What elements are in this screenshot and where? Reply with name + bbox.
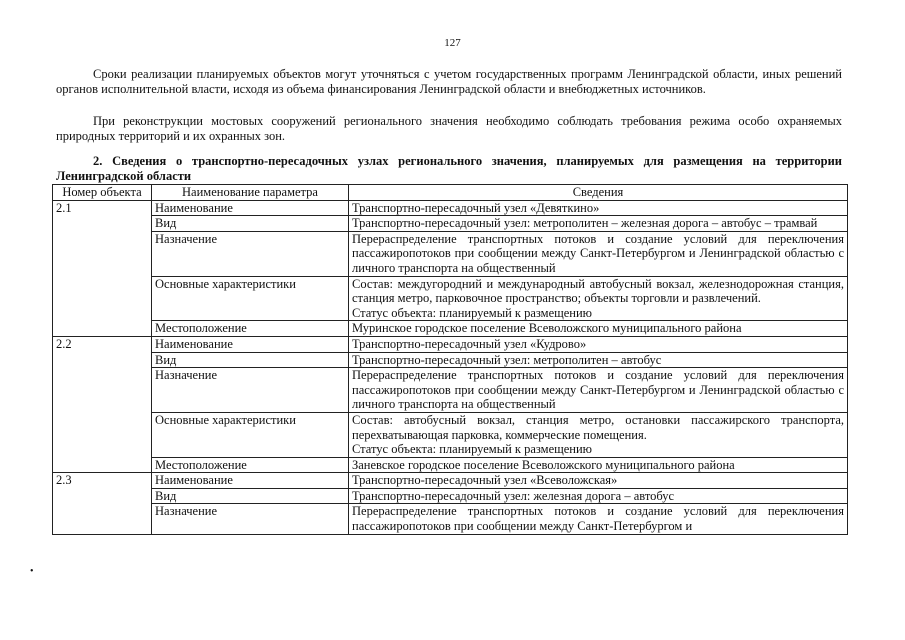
value-line: Муринское городское поселение Всеволожского муниципального района	[352, 321, 742, 336]
parameter-value	[349, 457, 848, 473]
value-line: Состав: междугородний и международный автобусный вокзал, железнодорожная станция, станция метро, парковочное пространство; объекты торговли и развлечений.	[352, 276, 844, 306]
parameter-value	[349, 504, 848, 534]
header-details: Сведения	[349, 185, 848, 201]
object-number: 2.1	[53, 200, 152, 336]
value-line: Перераспределение транспортных потоков и создание условий для переключения пассажиропотоков при сообщении между Санкт-Петербургом и Ленинградской областью с личного транспорта на общественный	[352, 231, 844, 275]
parameter-name: Вид	[152, 216, 349, 232]
parameter-name: Наименование	[152, 473, 349, 489]
header-parameter-name: Наименование параметра	[152, 185, 349, 201]
table-row	[53, 231, 848, 276]
table-row	[53, 321, 848, 337]
parameter-value	[349, 200, 848, 216]
parameter-value	[349, 231, 848, 276]
parameter-name: Местоположение	[152, 457, 349, 473]
table-row	[53, 412, 848, 457]
value-line: Транспортно-пересадочный узел «Всеволожская»	[352, 473, 618, 488]
table-header-row	[53, 185, 848, 201]
value-line: Состав: автобусный вокзал, станция метро, остановки пассажирского транспорта, перехватывающая парковка, коммерческие помещения.	[352, 412, 844, 442]
table-row	[53, 276, 848, 321]
parameter-value	[349, 276, 848, 321]
parameter-name: Назначение	[152, 231, 349, 276]
parameter-name: Основные характеристики	[152, 276, 349, 321]
parameter-value	[349, 336, 848, 352]
value-line: Транспортно-пересадочный узел: железная дорога – автобус	[352, 488, 675, 503]
table-row	[53, 473, 848, 489]
table-row	[53, 368, 848, 413]
table-row	[53, 504, 848, 534]
header-object-number: Номер объекта	[53, 185, 152, 201]
value-line: Заневское городское поселение Всеволожского муниципального района	[352, 457, 735, 472]
parameter-name: Основные характеристики	[152, 412, 349, 457]
value-line: Статус объекта: планируемый к размещению	[352, 305, 593, 320]
parameter-name: Наименование	[152, 336, 349, 352]
parameter-name: Наименование	[152, 200, 349, 216]
table-row	[53, 216, 848, 232]
value-line: Статус объекта: планируемый к размещению	[352, 442, 593, 457]
transport-hubs-table	[52, 184, 848, 535]
margin-mark: •	[30, 566, 34, 577]
paragraph-deadlines: Сроки реализации планируемых объектов могут уточняться с учетом государственных программ Ленинградской области, иных решений органов исполнительной власти, исходя из объема финансирования Ленинградской области и внебюджетных источников.	[56, 67, 842, 96]
parameter-name: Местоположение	[152, 321, 349, 337]
table-row	[53, 200, 848, 216]
object-number: 2.2	[53, 336, 152, 472]
page-number: 127	[444, 37, 461, 49]
parameter-value	[349, 321, 848, 337]
value-line: Транспортно-пересадочный узел: метрополитен – автобус	[352, 352, 662, 367]
value-line: Транспортно-пересадочный узел «Девяткино»	[352, 200, 600, 215]
parameter-value	[349, 488, 848, 504]
value-line: Транспортно-пересадочный узел: метрополитен – железная дорога – автобус – трамвай	[352, 216, 818, 231]
value-line: Транспортно-пересадочный узел «Кудрово»	[352, 336, 587, 351]
paragraph-bridges: При реконструкции мостовых сооружений регионального значения необходимо соблюдать требования режима особо охраняемых природных территорий и их охранных зон.	[56, 114, 842, 143]
section-heading: 2. Сведения о транспортно-пересадочных узлах регионального значения, планируемых для размещения на территории Ленинградской области	[56, 154, 842, 183]
parameter-name: Вид	[152, 488, 349, 504]
parameter-value	[349, 368, 848, 413]
table-row	[53, 457, 848, 473]
table-row	[53, 352, 848, 368]
parameter-value	[349, 352, 848, 368]
parameter-name: Назначение	[152, 368, 349, 413]
table-row	[53, 336, 848, 352]
value-line: Перераспределение транспортных потоков и создание условий для переключения пассажиропотоков при сообщении между Санкт-Петербургом и	[352, 504, 844, 534]
parameter-value	[349, 473, 848, 489]
parameter-value	[349, 412, 848, 457]
value-line: Перераспределение транспортных потоков и создание условий для переключения пассажиропотоков при сообщении между Санкт-Петербургом и Ленинградской областью с личного транспорта на общественный	[352, 368, 844, 412]
parameter-value	[349, 216, 848, 232]
parameter-name: Назначение	[152, 504, 349, 534]
object-number: 2.3	[53, 473, 152, 534]
table-row	[53, 488, 848, 504]
parameter-name: Вид	[152, 352, 349, 368]
table-body	[53, 200, 848, 534]
